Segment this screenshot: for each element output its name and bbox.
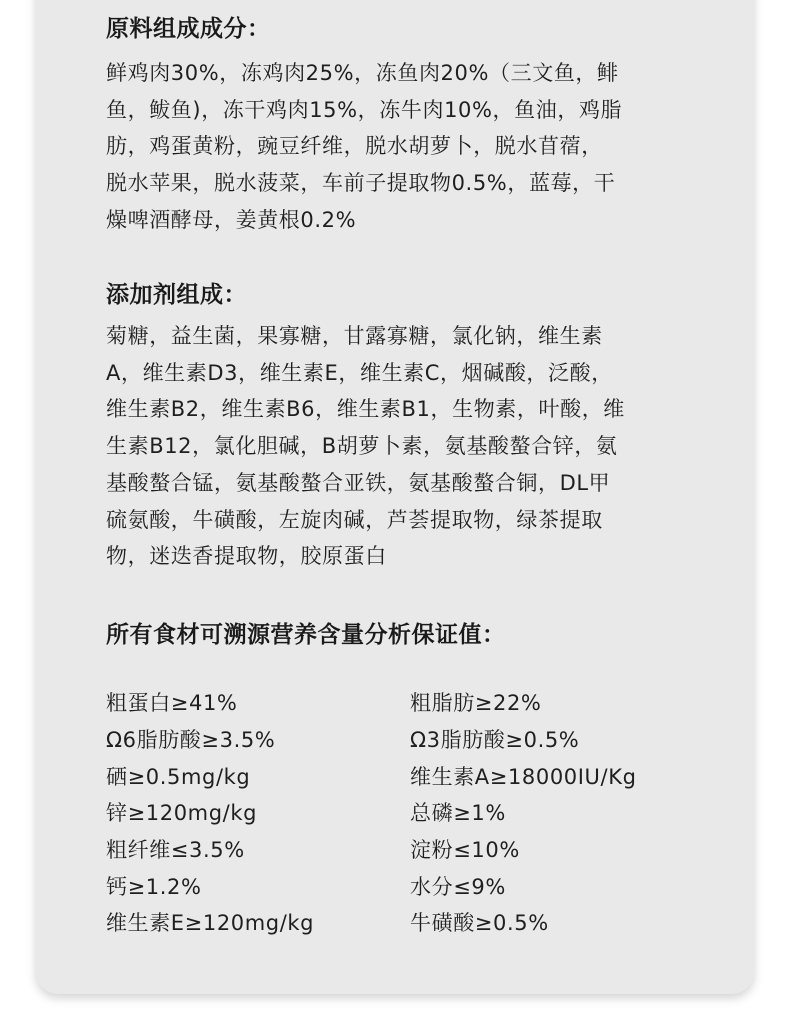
ingredients-line: 肪，鸡蛋黄粉，豌豆纤维，脱水胡萝卜，脱水苜蓿， <box>106 134 603 159</box>
additives-title: 添加剂组成： <box>106 282 247 308</box>
nutrition-value: 粗蛋白≥41% <box>106 691 238 716</box>
nutrition-value: Ω6脂肪酸≥3.5% <box>106 728 276 753</box>
additives-line: A，维生素D3，维生素E，维生素C，烟碱酸，泛酸， <box>106 360 613 385</box>
nutrition-value: 粗脂肪≥22% <box>410 691 542 716</box>
nutrition-value: 维生素A≥18000IU/Kg <box>410 764 637 789</box>
nutrition-row <box>106 721 686 758</box>
nutrition-row <box>106 757 686 794</box>
nutrition-row <box>106 794 686 831</box>
nutrition-row <box>106 867 686 904</box>
additives-line: 菊糖，益生菌，果寡糖，甘露寡糖，氯化钠，维生素 <box>106 324 603 348</box>
ingredients-line: 鲜鸡肉30%，冻鸡肉25%，冻鱼肉20%（三文鱼，鲱 <box>106 61 619 85</box>
nutrition-value: Ω3脂肪酸≥0.5% <box>410 728 580 753</box>
nutrition-value: 钙≥1.2% <box>106 874 202 899</box>
additives-line: 硫氨酸，牛磺酸，左旋肉碱，芦荟提取物，绿茶提取 <box>106 507 603 532</box>
analysis-title: 所有食材可溯源营养含量分析保证值： <box>106 622 506 648</box>
nutrition-row <box>106 684 686 721</box>
ingredients-line: 燥啤酒酵母，姜黄根0.2% <box>106 207 357 232</box>
additives-line: 物，迷迭香提取物，胶原蛋白 <box>106 544 387 569</box>
nutrition-value: 牛磺酸≥0.5% <box>410 911 549 936</box>
additives-text <box>106 318 681 575</box>
nutrition-value: 粗纤维≤3.5% <box>106 838 245 863</box>
nutrition-value: 淀粉≤10% <box>410 838 520 863</box>
nutrition-value: 水分≤9% <box>410 874 506 899</box>
additives-line: 维生素B2，维生素B6，维生素B1，生物素，叶酸，维 <box>106 397 625 422</box>
nutrition-row <box>106 831 686 868</box>
ingredients-line: 脱水苹果，脱水菠菜，车前子提取物0.5%，蓝莓，干 <box>106 171 616 196</box>
ingredients-line: 鱼，鲅鱼)，冻干鸡肉15%，冻牛肉10%，鱼油，鸡脂 <box>106 97 623 122</box>
ingredients-title: 原料组成成分： <box>106 16 271 42</box>
additives-line: 生素B12，氯化胆碱，B胡萝卜素，氨基酸螯合锌，氨 <box>106 434 618 459</box>
nutrition-row <box>106 904 686 941</box>
nutrition-value: 总磷≥1% <box>410 801 506 826</box>
nutrition-table <box>106 684 686 941</box>
additives-line: 基酸螯合锰，氨基酸螯合亚铁，氨基酸螯合铜，DL甲 <box>106 470 611 495</box>
nutrition-value: 硒≥0.5mg/kg <box>106 764 251 789</box>
nutrition-value: 维生素E≥120mg/kg <box>106 911 315 936</box>
ingredients-text <box>106 55 681 239</box>
nutrition-value: 锌≥120mg/kg <box>106 801 258 826</box>
